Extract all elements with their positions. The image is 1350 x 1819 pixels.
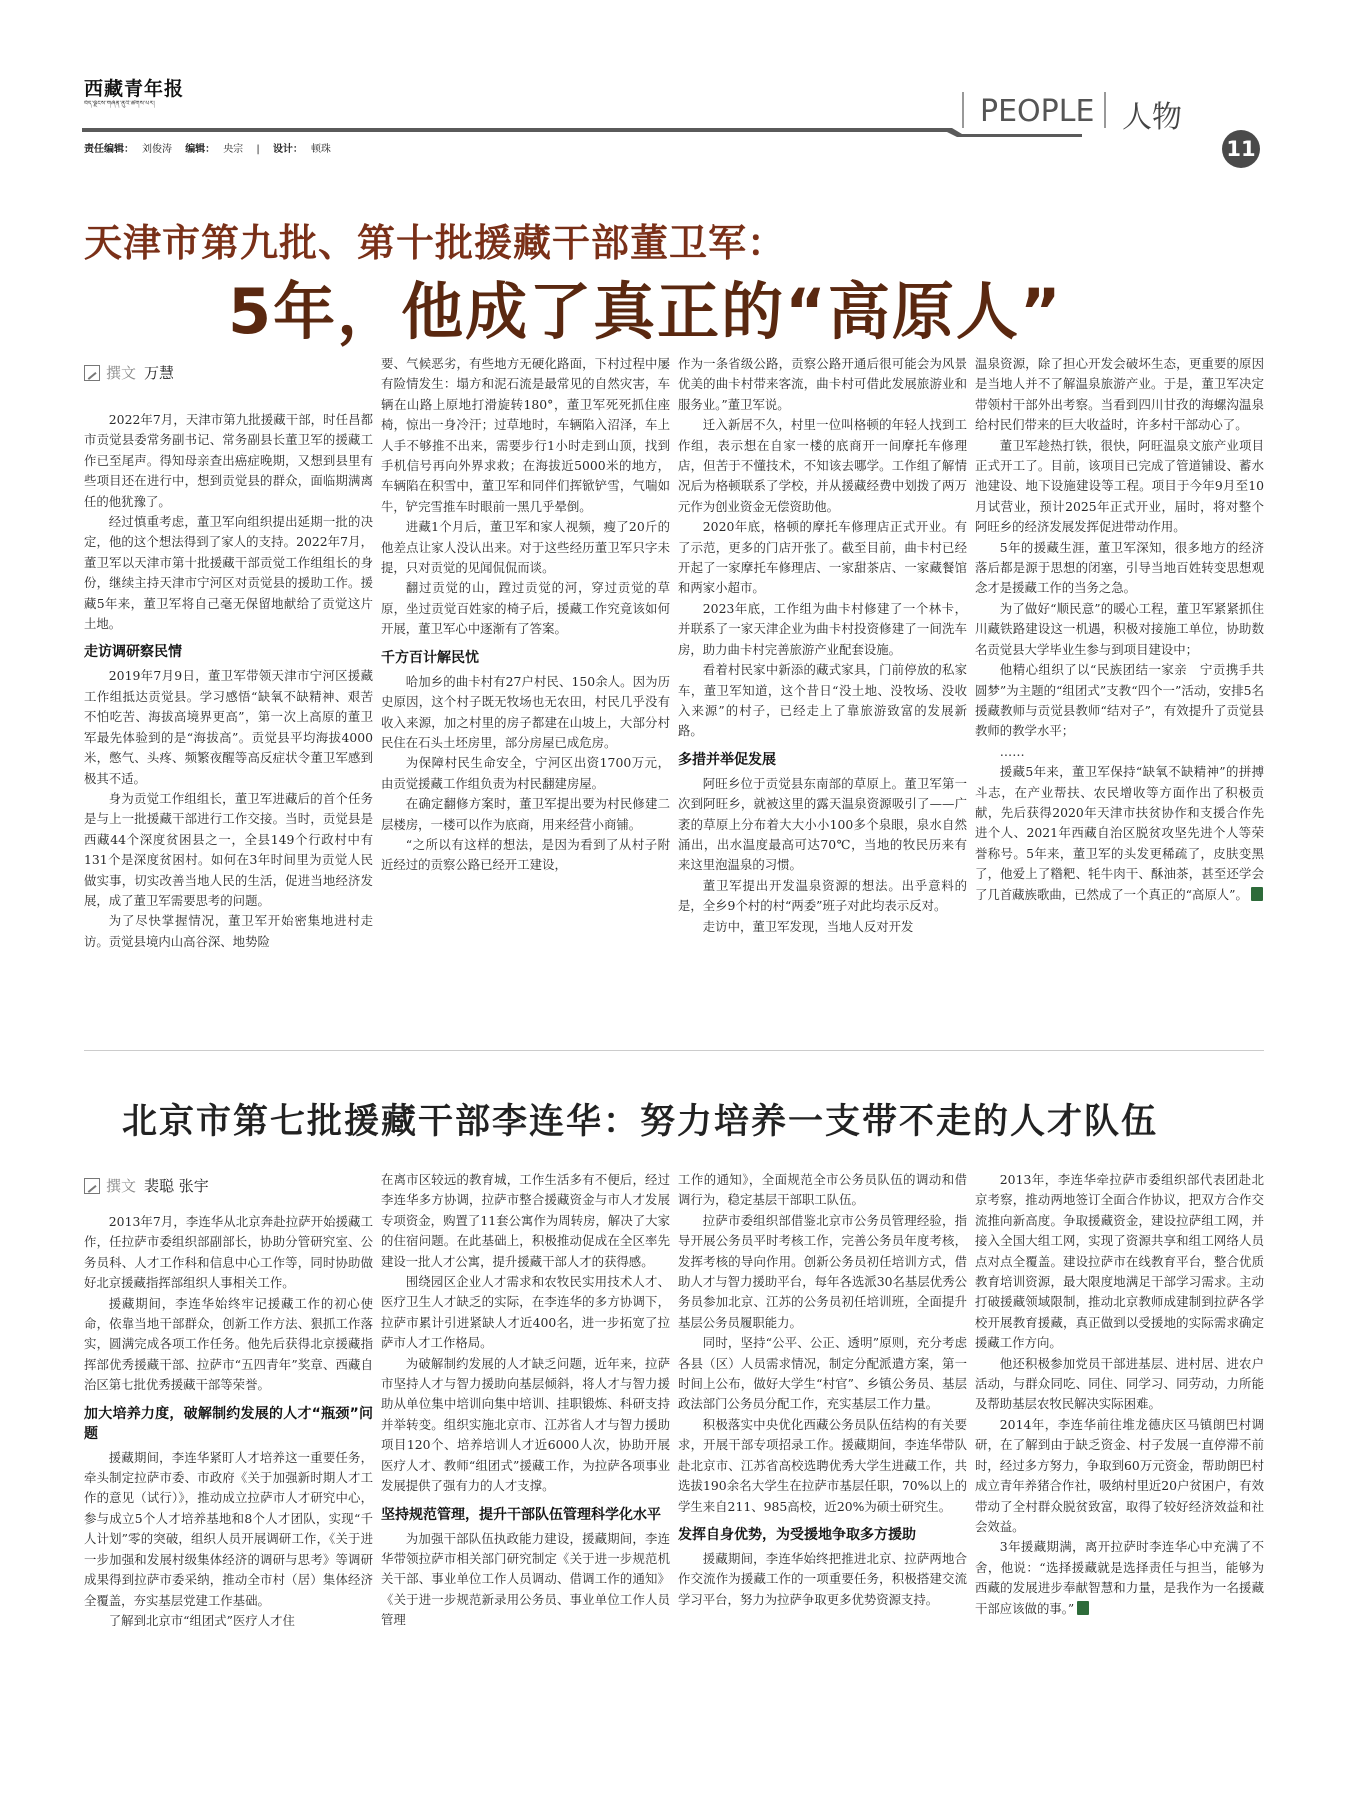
section-heading xyxy=(678,750,967,770)
paragraph-text: 多措并举促发展 xyxy=(678,751,776,768)
paragraph-text: 董卫军趁热打铁，很快，阿旺温泉文旅产业项目正式开工了。目前，该项目已完成了管道铺设、蓄水池建设、地下设施建设等工程。项目于今年9月至10月试营业，预计2025年正式开业，届时，将对整个阿旺乡的经济发展发挥促进带动作用。 xyxy=(975,437,1264,535)
masthead-logo xyxy=(84,78,194,108)
paragraph xyxy=(975,660,1264,742)
paragraph xyxy=(381,578,670,639)
paragraph xyxy=(84,1294,373,1396)
paragraph-text: 为加强干部队伍执政能力建设，援藏期间，李连华带领拉萨市相关部门研究制定《关于进一步规范机关干部、事业单位工作人员调动、借调工作的通知》《关于进一步规范新录用公务员、事业单位工作人员管理 xyxy=(381,1530,670,1628)
paragraph xyxy=(678,876,967,917)
paragraph xyxy=(381,794,670,835)
paragraph-text: 援藏期间，李连华紧盯人才培养这一重要任务，牵头制定拉萨市委、市政府《关于加强新时期人才工作的意见（试行）》，推动成立拉萨市人才研究中心，参与成立5个人才培养基地和8个人才团队，实现“千人计划”零的突破，组织人员开展调研工作，《关于进一步加强和发展村级集体经济的调研与思考》等调研成果得到拉萨市委采纳，推动全市村（居）集体经济全覆盖，夯实基层党建工作基础。 xyxy=(84,1449,373,1608)
editor-label: 责任编辑： xyxy=(84,144,134,155)
paragraph-text: 走访中，董卫军发现，当地人反对开发 xyxy=(702,918,914,934)
paragraph-text: 同时，坚持“公平、公正、透明”原则，充分考虑各县（区）人员需求情况，制定分配派遣方案，第一时间上公布，做好大学生“村官”、乡镇公务员、基层政法部门公务员分配工作，充实基层工作力量。 xyxy=(678,1335,967,1412)
paragraph-text: 了解到北京市“组团式”医疗人才住 xyxy=(108,1612,295,1628)
paragraph-text: 身为贡觉工作组组长，董卫军进藏后的首个任务是与上一批援藏干部进行工作交接。当时，贡觉县是西藏44个深度贫困县之一，全县149个行政村中有131个是深度贫困村。如何在3年时间里为贡觉人民做实事，切实改善当地人民的生活，促进当地经济发展，成了董卫军需要思考的问题。 xyxy=(84,790,373,908)
paragraph xyxy=(678,1170,967,1211)
section-heading xyxy=(381,1505,670,1525)
credits-line: 责任编辑： 刘俊涛 编辑： 央宗 | 设计： 顿珠 xyxy=(84,144,331,155)
paragraph xyxy=(975,599,1264,660)
article2-column-4 xyxy=(975,1170,1264,1619)
paragraph-text: 他精心组织了以“民族团结一家亲 宁贡携手共圆梦”为主题的“组团式”支教“四个一”活动，安排5名援藏教师与贡觉县教师“结对子”，有效提升了贡觉县教师的教学水平； xyxy=(975,662,1264,739)
paragraph-text: …… xyxy=(999,743,1025,759)
section-heading xyxy=(84,642,373,662)
end-mark-icon xyxy=(1251,887,1263,901)
assistant-name: 央宗 xyxy=(223,144,244,155)
paragraph xyxy=(84,789,373,911)
paragraph xyxy=(84,512,373,634)
article2-column-1 xyxy=(84,1212,373,1631)
paragraph xyxy=(678,517,967,599)
section-chinese: 人物 xyxy=(1122,100,1182,135)
paragraph xyxy=(381,1354,670,1497)
paragraph xyxy=(381,1272,670,1354)
paragraph-text: 董卫军提出开发温泉资源的想法。出乎意料的是，全乡9个村的村“两委”班子对此均表示反对。 xyxy=(678,877,967,914)
paragraph xyxy=(381,835,670,876)
paragraph xyxy=(381,1170,670,1272)
paragraph xyxy=(84,1611,373,1631)
paragraph xyxy=(678,917,967,937)
paragraph-text: 围绕园区企业人才需求和农牧民实用技术人才、医疗卫生人才缺乏的实际，在李连华的多方协调下，拉萨市累计引进紧缺人才近400名，进一步拓宽了拉萨市人才工作格局。 xyxy=(381,1274,670,1351)
assistant-label: 编辑： xyxy=(185,144,216,155)
designer-name: 顿珠 xyxy=(310,144,331,155)
paragraph-text: 千方百计解民忧 xyxy=(381,649,479,666)
section-english: PEOPLE xyxy=(980,94,1095,129)
paragraph-text: 作为一条省级公路，贡察公路开通后很可能会为风景优美的曲卡村带来客流，曲卡村可借此发展旅游业和服务业。”董卫军说。 xyxy=(678,356,967,412)
paragraph-text: 在确定翻修方案时，董卫军提出要为村民修建二层楼房，一楼可以作为底商，用来经营小商铺。 xyxy=(381,796,670,832)
paragraph xyxy=(84,1212,373,1294)
section-heading xyxy=(678,1525,967,1545)
paragraph-text: 翻过贡觉的山，蹚过贡觉的河，穿过贡觉的草原，坐过贡觉百姓家的椅子后，援藏工作究竟该如何开展，董卫军心中逐渐有了答案。 xyxy=(381,580,670,637)
paragraph xyxy=(678,415,967,517)
newspaper-tibetan-name: བོད་ལྗོངས་གཞོན་ནུའི་ཚགས་པར། xyxy=(84,100,155,107)
paragraph xyxy=(975,354,1264,436)
header-rule xyxy=(82,128,1082,137)
section-heading xyxy=(381,648,670,668)
paragraph xyxy=(678,1415,967,1517)
paragraph xyxy=(678,1333,967,1415)
paragraph-text: 2014年，李连华前往堆龙德庆区马镇朗巴村调研，在了解到由于缺乏资金、村子发展一直停滞不前时，经过多方努力，争取到60万元资金，帮助朗巴村成立青年养猪合作社，吸纳村里近20户贫困户，有效带动了全村群众脱贫致富，取得了较好经济效益和社会效益。 xyxy=(975,1416,1264,1534)
paragraph-text: 2013年，李连华牵拉萨市委组织部代表团赴北京考察，推动两地签订全面合作协议，把双方合作交流推向新高度。争取援藏资金，建设拉萨组工网，并接入全国大组工网，实现了资源共享和组工网络人员点对点全覆盖。建设拉萨市在线教育平台，整合优质教育培训资源，最大限度地满足干部学习需求。主动打破援藏领域限制，推动北京教师成建制到拉萨各学校开展教育援藏，真正做到以受援地的实际需求确定援藏工作方向。 xyxy=(975,1172,1264,1351)
paragraph-text: 拉萨市委组织部借鉴北京市公务员管理经验，指导开展公务员平时考核工作，完善公务员年度考核，发挥考核的导向作用。创新公务员初任培训方式，借助人才与智力援助平台，每年各选派30名基层优秀公务员参加北京、江苏的公务员初任培训班，全面提升基层公务员履职能力。 xyxy=(678,1212,967,1330)
paragraph-text: 积极落实中央优化西藏公务员队伍结构的有关要求，开展干部专项招录工作。援藏期间，李连华带队赴北京市、江苏省高校选聘优秀大学生进藏工作，共选拔190余名大学生在拉萨市基层任职，70%以上的学生来自211、985高校，近20%为硕士研究生。 xyxy=(678,1416,967,1514)
byline-label: 撰文 xyxy=(106,1177,137,1195)
paragraph-text: 走访调研察民情 xyxy=(84,644,182,661)
paragraph xyxy=(381,517,670,578)
paragraph xyxy=(975,1415,1264,1537)
paragraph xyxy=(975,436,1264,538)
section-heading xyxy=(84,1404,373,1444)
paragraph-text: 5年的援藏生涯，董卫军深知，很多地方的经济落后都是源于思想的闭塞，引导当地百姓转变思想观念才是援藏工作的当务之急。 xyxy=(975,539,1264,596)
paragraph xyxy=(678,1211,967,1333)
paragraph-text: 经过慎重考虑，董卫军向组织提出延期一批的决定，他的这个想法得到了家人的支持。2022年7月，董卫军以天津市第十批援藏干部贡觉工作组组长的身份，继续主持天津市宁河区对贡觉县的援助工作。援藏5年来，董卫军将自己毫无保留地献给了贡觉这片土地。 xyxy=(84,514,373,632)
paragraph-text: 他还积极参加党员干部进基层、进村居、进农户活动，与群众同吃、同住、同学习、同劳动，力所能及帮助基层农牧民解决实际困难。 xyxy=(975,1355,1264,1412)
paragraph xyxy=(381,753,670,794)
paragraph xyxy=(975,742,1264,762)
paragraph xyxy=(84,410,373,512)
paragraph-text: 为保障村民生命安全，宁河区出资1700万元，由贡觉援藏工作组负责为村民翻建房屋。 xyxy=(381,755,670,791)
paragraph xyxy=(678,660,967,742)
paragraph xyxy=(84,911,373,952)
pen-icon xyxy=(84,365,100,381)
paragraph-text: 2022年7月，天津市第九批援藏干部，时任昌都市贡觉县委常务副书记、常务副县长董卫军的援藏工作已至尾声。得知母亲查出癌症晚期，又想到县里有些项目还在进行中，想到贡觉县的群众，面临期满离任的他犹豫了。 xyxy=(84,412,373,509)
paragraph-text: 看着村民家中新添的藏式家具，门前停放的私家车，董卫军知道，这个昔日“没土地、没牧场、没收入来源”的村子，已经走上了靠旅游致富的发展新路。 xyxy=(678,662,967,739)
paragraph-text: 温泉资源，除了担心开发会破坏生态，更重要的原因是当地人并不了解温泉旅游产业。于是，董卫军决定带领村干部外出考察。当看到四川甘孜的海螺沟温泉给村民们带来的巨大收益时，许多村干部动心了。 xyxy=(975,356,1264,433)
article2-title: 北京市第七批援藏干部李连华：努力培养一支带不走的人才队伍 xyxy=(122,1102,1159,1142)
article2-byline xyxy=(84,1175,209,1196)
paragraph xyxy=(84,666,373,788)
paragraph-text: 援藏期间，李连华始终把推进北京、拉萨两地合作交流作为援藏工作的一项重要任务，积极搭建交流学习平台，努力为拉萨争取更多优势资源支持。 xyxy=(678,1550,967,1607)
paragraph-text: 在离市区较远的教育城，工作生活多有不便后，经过李连华多方协调，拉萨市整合援藏资金与市人才发展专项资金，购置了11套公寓作为周转房，解决了大家的住宿问题。在此基础上，积极推动促成在全区率先建设一批人才公寓，提升援藏干部人才的获得感。 xyxy=(381,1172,670,1269)
paragraph-text: 2023年底，工作组为曲卡村修建了一个林卡，并联系了一家天津企业为曲卡村投资修建了一间洗车房，助力曲卡村完善旅游产业配套设施。 xyxy=(678,600,967,657)
article2-column-2 xyxy=(381,1170,670,1631)
paragraph xyxy=(678,354,967,415)
paragraph xyxy=(975,762,1264,905)
byline-label: 撰文 xyxy=(106,364,137,382)
paragraph-text: 3年援藏期满，离开拉萨时李连华心中充满了不舍，他说：“选择援藏就是选择责任与担当，能够为西藏的发展进步奉献智慧和力量，是我作为一名援藏干部应该做的事。” xyxy=(975,1539,1264,1616)
paragraph-text: 哈加乡的曲卡村有27户村民、150余人。因为历史原因，这个村子既无牧场也无农田，村民几乎没有收入来源，加之村里的房子都建在山坡上，大部分村民住在石头土坯房里，部分房屋已成危房。 xyxy=(381,673,670,750)
paragraph xyxy=(381,354,670,517)
paragraph-text: 进藏1个月后，董卫军和家人视频，瘦了20斤的他差点让家人没认出来。对于这些经历董卫军只字未提，只对贡觉的见闻侃侃而谈。 xyxy=(381,519,670,576)
paragraph xyxy=(678,774,967,876)
paragraph xyxy=(975,1170,1264,1354)
article1-column-2 xyxy=(381,354,670,876)
article2-column-3 xyxy=(678,1170,967,1610)
editor-name: 刘俊涛 xyxy=(142,144,172,155)
paragraph xyxy=(678,599,967,660)
paragraph-text: 坚持规范管理，提升干部队伍管理科学化水平 xyxy=(381,1506,661,1523)
paragraph-text: 加大培养力度，破解制约发展的人才“瓶颈”问题 xyxy=(84,1405,373,1442)
newspaper-name: 西藏青年报 xyxy=(84,78,185,100)
paragraph xyxy=(975,1354,1264,1415)
paragraph xyxy=(84,1448,373,1611)
paragraph-text: 发挥自身优势，为受援地争取多方援助 xyxy=(678,1526,916,1543)
end-mark-icon xyxy=(1077,1601,1089,1615)
paragraph-text: 2013年7月，李连华从北京奔赴拉萨开始援藏工作，任拉萨市委组织部副部长，协助分管研究室、公务员科、人才工作科和信息中心工作等，同时协助做好北京援藏指挥部组织人事相关工作。 xyxy=(84,1214,373,1291)
paragraph-text: 迁入新居不久，村里一位叫格顿的年轻人找到工作组，表示想在自家一楼的底商开一间摩托车修理店，但苦于不懂技术，不知该去哪学。工作组了解情况后为格顿联系了学校，并从援藏经费中划拨了两万元作为创业资金无偿资助他。 xyxy=(678,417,967,514)
paragraph xyxy=(678,1549,967,1610)
byline-author: 裴聪 张宇 xyxy=(144,1177,209,1195)
paragraph-text: 为了尽快掌握情况，董卫军开始密集地进村走访。贡觉县境内山高谷深、地势险 xyxy=(84,913,373,949)
paragraph-text: 阿旺乡位于贡觉县东南部的草原上。董卫军第一次到阿旺乡，就被这里的露天温泉资源吸引了——广袤的草原上分布着大大小小100多个泉眼，泉水自然涌出，出水温度最高可达70℃，当地的牧民历来有来这里泡温泉的习惯。 xyxy=(678,775,967,873)
paragraph-text: “之所以有这样的想法，是因为看到了从村子附近经过的贡察公路已经开工建设， xyxy=(381,836,670,873)
article1-title-line1: 天津市第九批、第十批援藏干部董卫军： xyxy=(84,220,787,265)
section-divider-left xyxy=(962,92,964,128)
paragraph-text: 要、气候恶劣，有些地方无硬化路面，下村过程中屡有险情发生：塌方和泥石流是最常见的自然灾害，车辆在山路上原地打滑旋转180°，董卫军死死抓住座椅，惊出一身冷汗；过草地时，车辆陷入沼泽，车上人手不够推不出来，需要步行1小时走到山顶，找到手机信号再向外界求救；在海拔近5000米的地方，车辆陷在积雪中，董卫军和同伴们挥锨铲雪，气喘如牛，铲完雪推车时眼前一黑几乎晕倒。 xyxy=(381,356,670,514)
paragraph xyxy=(381,1529,670,1631)
article1-column-1 xyxy=(84,410,373,952)
paragraph xyxy=(975,538,1264,599)
article-divider xyxy=(84,1050,1264,1051)
byline-author: 万慧 xyxy=(144,364,175,382)
paragraph-text: 2020年底，格顿的摩托车修理店正式开业。有了示范，更多的门店开张了。截至目前，曲卡村已经开起了一家摩托车修理店、一家甜茶店、一家藏餐馆和两家小超市。 xyxy=(678,519,967,596)
paragraph-text: 工作的通知》，全面规范全市公务员队伍的调动和借调行为，稳定基层干部职工队伍。 xyxy=(678,1172,967,1208)
article1-byline xyxy=(84,362,174,383)
article1-column-3 xyxy=(678,354,967,937)
article1-title-line2: 5年，他成了真正的“高原人” xyxy=(228,275,1063,348)
designer-label: 设计： xyxy=(272,144,303,155)
article1-column-4 xyxy=(975,354,1264,905)
paragraph-text: 2019年7月9日，董卫军带领天津市宁河区援藏工作组抵达贡觉县。学习感悟“缺氧不缺精神、艰苦不怕吃苦、海拔高境界更高”，第一次上高原的董卫军最先体验到的是“海拔高”。贡觉县平均海拔4000米，憋气、头疼、频繁夜醒等高反症状令董卫军感到极其不适。 xyxy=(84,668,373,786)
section-divider-mid xyxy=(1104,92,1106,128)
pen-icon xyxy=(84,1178,100,1194)
paragraph-text: 援藏期间，李连华始终牢记援藏工作的初心使命，依靠当地干部群众，创新工作方法、狠抓工作落实，圆满完成各项工作任务。他先后获得北京援藏指挥部优秀援藏干部、拉萨市“五四青年”奖章、西藏自治区第七批优秀援藏干部等荣誉。 xyxy=(84,1295,373,1393)
paragraph xyxy=(975,1537,1264,1619)
paragraph-text: 援藏5年来，董卫军保持“缺氧不缺精神”的拼搏斗志，在产业帮扶、农民增收等方面作出了积极贡献，先后获得2020年天津市扶贫协作和支援合作先进个人、2021年西藏自治区脱贫攻坚先进个人等荣誉称号。5年来，董卫军的头发更稀疏了，皮肤变黑了，他爱上了糌粑、牦牛肉干、酥油茶，甚至还学会了几首藏族歌曲，已然成了一个真正的“高原人”。 xyxy=(975,764,1264,902)
paragraph xyxy=(381,672,670,754)
paragraph-text: 为破解制约发展的人才缺乏问题，近年来，拉萨市坚持人才与智力援助向基层倾斜，将人才与智力援助从单位集中培训向集中培训、挂职锻炼、科研支持并举转变。组织实施北京市、江苏省人才与智力援助项目120个、培养培训人才近6000人次，协助开展医疗人才、教师“组团式”援藏工作，为拉萨各项事业发展提供了强有力的人才支撑。 xyxy=(381,1355,670,1494)
page-number-badge: 11 xyxy=(1222,130,1260,168)
paragraph-text: 为了做好“顺民意”的暖心工程，董卫军紧紧抓住川藏铁路建设这一机遇，积极对接施工单位，协助数名贡觉县大学毕业生参与到项目建设中； xyxy=(975,600,1264,657)
